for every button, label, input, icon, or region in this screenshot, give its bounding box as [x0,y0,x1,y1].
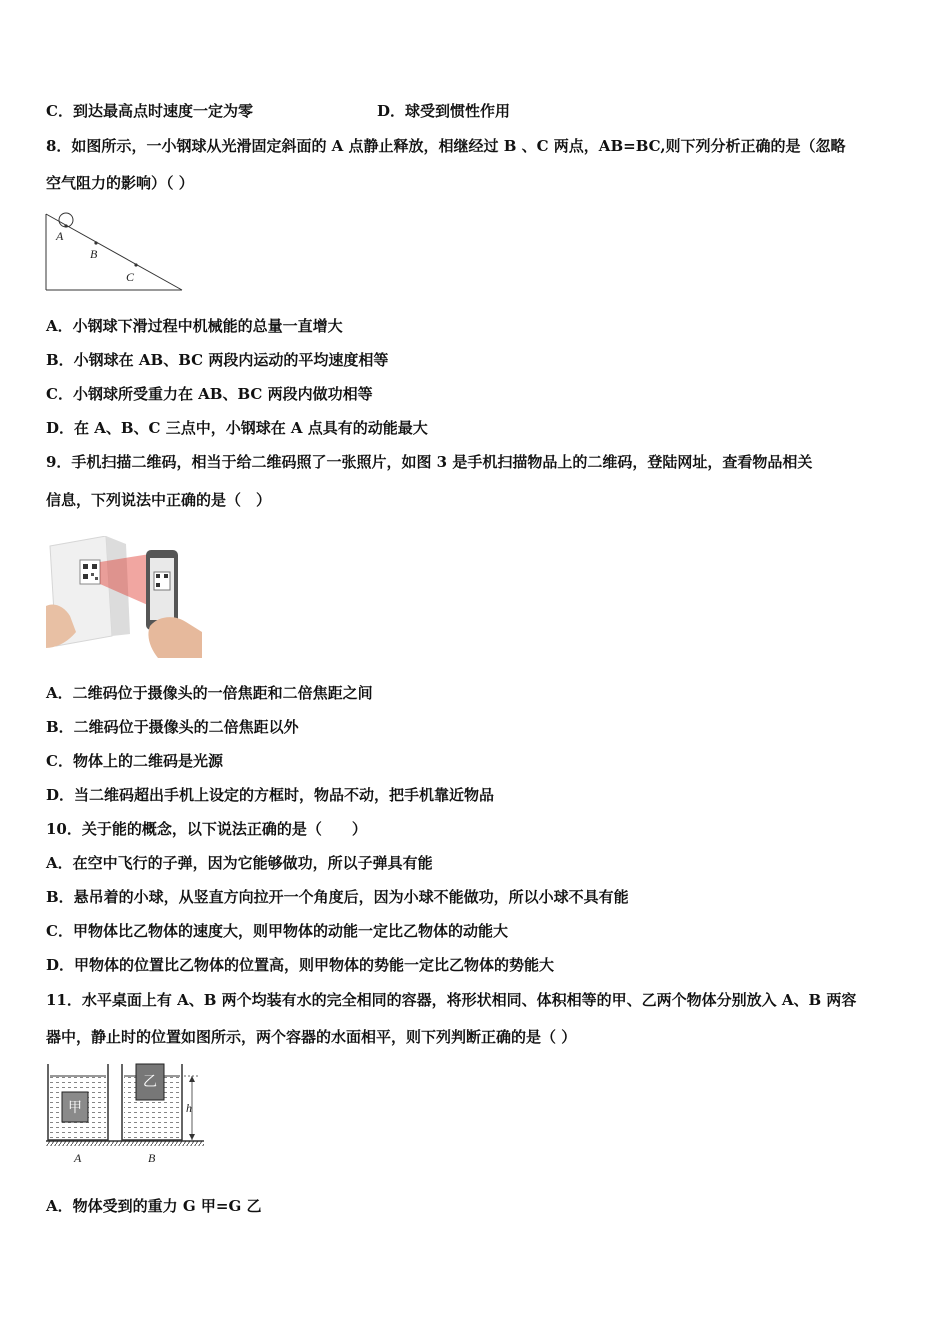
q11-option-a: A．物体受到的重力 G 甲=G 乙 [46,1197,262,1215]
q11-stem-line2: 器中，静止时的位置如图所示，两个容器的水面相平，则下列判断正确的是（ ） [46,1028,577,1046]
q11-stem-line1: 11．水平桌面上有 A、B 两个均装有水的完全相同的容器，将形状相同、体积相等的甲、乙两个物体分别放入 A、B 两容 [46,991,857,1009]
q7-option-d: D．球受到惯性作用 [377,102,511,120]
point-b-label: B [90,247,98,261]
q9-option-d: D．当二维码超出手机上设定的方框时，物品不动，把手机靠近物品 [46,786,495,804]
q10-option-d: D．甲物体的位置比乙物体的位置高，则甲物体的势能一定比乙物体的势能大 [46,956,555,974]
container-a-label: A [74,1151,82,1165]
object-jia-label: 甲 [68,1100,82,1116]
q10-option-c: C．甲物体比乙物体的速度大，则甲物体的动能一定比乙物体的动能大 [46,922,508,940]
object-yi-label: 乙 [143,1074,157,1090]
incline-figure [44,210,184,294]
q8-option-a: A．小钢球下滑过程中机械能的总量一直增大 [46,317,343,335]
q8-option-c: C．小钢球所受重力在 AB、BC 两段内做功相等 [46,385,373,403]
q9-option-c: C．物体上的二维码是光源 [46,752,223,770]
q9-option-a: A．二维码位于摄像头的一倍焦距和二倍焦距之间 [46,684,373,702]
q10-stem: 10．关于能的概念，以下说法正确的是（ ） [46,820,367,838]
phone-scan-photo [46,536,202,658]
point-c-label: C [126,270,135,284]
q7-option-c: C．到达最高点时速度一定为零 [46,102,253,120]
height-h-label: h [186,1101,192,1115]
q9-stem-line1: 9．手机扫描二维码，相当于给二维码照了一张照片，如图 3 是手机扫描物品上的二维码，登陆网址，查看物品相关 [46,453,813,471]
q8-stem-line1: 8．如图所示，一小钢球从光滑固定斜面的 A 点静止释放，相继经过 B 、C 两点，AB=BC,则下列分析正确的是（忽略 [46,137,846,155]
q9-option-b: B．二维码位于摄像头的二倍焦距以外 [46,718,299,736]
q8-stem-line2: 空气阻力的影响）（ ） [46,174,194,192]
q10-option-b: B．悬吊着的小球，从竖直方向拉开一个角度后，因为小球不能做功，所以小球不具有能 [46,888,629,906]
point-a-label: A [56,229,64,243]
container-b-label: B [148,1151,156,1165]
q8-option-d: D．在 A、B、C 三点中，小钢球在 A 点具有的动能最大 [46,419,428,437]
q10-option-a: A．在空中飞行的子弹，因为它能够做功，所以子弹具有能 [46,854,433,872]
q9-stem-line2: 信息，下列说法中正确的是（ ） [46,491,272,509]
containers-figure [44,1060,208,1168]
q8-option-b: B．小钢球在 AB、BC 两段内运动的平均速度相等 [46,351,389,369]
